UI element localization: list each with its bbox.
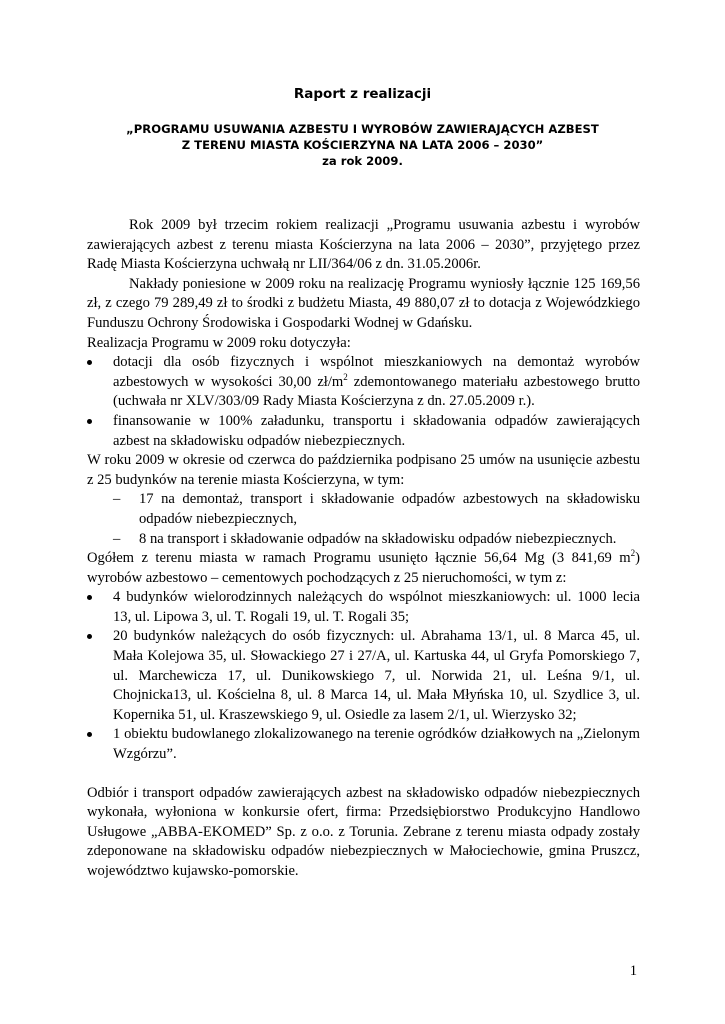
- contracts-list: [87, 490, 640, 549]
- list-item: [113, 530, 640, 550]
- list-item-text: 1 obiektu budowlanego zlokalizowanego na terenie ogródków działkowych na „Zielonym Wzgórzu”.: [113, 726, 640, 763]
- list-item: [87, 588, 640, 627]
- list-item-text: finansowanie w 100% załadunku, transportu i składowania odpadów zawierających azbest na składowisku odpadów niebezpiecznych.: [113, 412, 640, 449]
- program-subtitle: [0, 121, 725, 169]
- contractor-paragraph: Odbiór i transport odpadów zawierających azbest na składowisko odpadów niebezpiecznych wykonała, wyłoniona w konkursie ofert, firma: Przedsiębiorstwo Produkcyjno Handlowo Usługowe „ABBA-EKOMED” Sp. z o.o. z Torunia. Zebrane z terenu miasta odpady zostały zdeponowane na składowisku odpadów niebezpiecznych w Małociechowie, gmina Pruszcz, województwo kujawsko-pomorskie.: [87, 784, 640, 879]
- list-item-text: 8 na transport i składowanie odpadów na składowisku odpadów niebezpiecznych.: [139, 530, 617, 547]
- subtitle-line: za rok 2009.: [322, 154, 403, 168]
- page-number: 1: [629, 963, 637, 979]
- superscript: 2: [343, 371, 348, 382]
- list-item-text: zdemontowanego materiału azbestowego brutto (uchwała nr XLV/303/09 Rady Miasta Kościerzyna z dn. 27.05.2009 r.).: [113, 373, 640, 410]
- totals-paragraph: [87, 549, 640, 588]
- costs-paragraph: Nakłady poniesione w 2009 roku na realizację Programu wyniosły łącznie 125 169,56 zł, z czego 79 289,49 zł to środki z budżetu Miasta, 49 880,07 zł to dotacja z Wojewódzkiego Funduszu Ochrony Środowiska i Gospodarki Wodnej w Gdańsku.: [87, 275, 640, 331]
- subtitle-line: „PROGRAMU USUWANIA AZBESTU I WYROBÓW ZAWIERAJĄCYCH AZBEST: [126, 122, 599, 136]
- text-run: ) wyrobów azbestowo – cementowych pochodzących z 25 nieruchomości, w tym z:: [87, 550, 640, 586]
- list-item-text: 17 na demontaż, transport i składowanie odpadów azbestowych na składowisku odpadów niebezpiecznych,: [139, 491, 640, 527]
- bullet-icon: [87, 634, 92, 639]
- list-item: [87, 627, 640, 725]
- bullet-icon: [87, 732, 92, 737]
- bullet-icon: [87, 360, 92, 365]
- list-item-text: 4 budynków wielorodzinnych należących do wspólnot mieszkaniowych: ul. 1000 lecia 13, ul. Lipowa 3, ul. T. Rogali 19, ul. T. Rogali 35;: [113, 589, 640, 625]
- list-item: [87, 412, 640, 451]
- scope-paragraph: Realizacja Programu w 2009 roku dotyczyła:: [87, 334, 351, 351]
- list-item: [87, 353, 640, 412]
- list-item: [113, 490, 640, 529]
- dash-marker: –: [113, 530, 121, 547]
- report-title: Raport z realizacji: [293, 86, 432, 102]
- intro-paragraph: Rok 2009 był trzecim rokiem realizacji „Programu usuwania azbestu i wyrobów zawierających azbest z terenu miasta Kościerzyna na lata 2006 – 2030”, przyjętego przez Radę Miasta Kościerzyna uchwałą nr LII/364/06 z dn. 31.05.2006r.: [87, 217, 640, 273]
- subtitle-line: Z TERENU MIASTA KOŚCIERZYNA NA LATA 2006 – 2030”: [181, 138, 544, 152]
- list-item-text: 20 budynków należących do osób fizycznych: ul. Abrahama 13/1, ul. 8 Marca 45, ul. Mała Kolejowa 35, ul. Słowackiego 27 i 27/A, ul. Kartuska 44, ul Gryfa Pomorskiego 7, ul. Marchewicza 17, ul. Dunikowskiego 7, ul. Norwida 21, ul. Leśna 9/1, ul. Chojnicka13, ul. Kościelna 8, ul. 8 Marca 14, ul. Mała Młyńska 10, ul. Szydlice 3, ul. Kopernika 51, ul. Kraszewskiego 9, ul. Osiedle za lasem 2/1, ul. Wierzysko 32;: [113, 628, 640, 723]
- list-item-text: dotacji dla osób fizycznych i wspólnot mieszkaniowych na demontaż wyrobów azbestowych w wysokości 30,00 zł/m: [113, 354, 640, 390]
- text-run: Ogółem z terenu miasta w ramach Programu usunięto łącznie 56,64 Mg (3 841,69 m: [87, 550, 631, 567]
- report-body: [87, 216, 640, 882]
- bullet-icon: [87, 595, 92, 600]
- properties-list: [87, 588, 640, 764]
- scope-list: [87, 353, 640, 451]
- bullet-icon: [87, 419, 92, 424]
- list-item: [87, 725, 640, 764]
- superscript: 2: [630, 548, 636, 559]
- dash-marker: –: [113, 491, 121, 508]
- contracts-paragraph: W roku 2009 w okresie od czerwca do października podpisano 25 umów na usunięcie azbestu z 25 budynków na terenie miasta Kościerzyna, w tym:: [87, 452, 640, 488]
